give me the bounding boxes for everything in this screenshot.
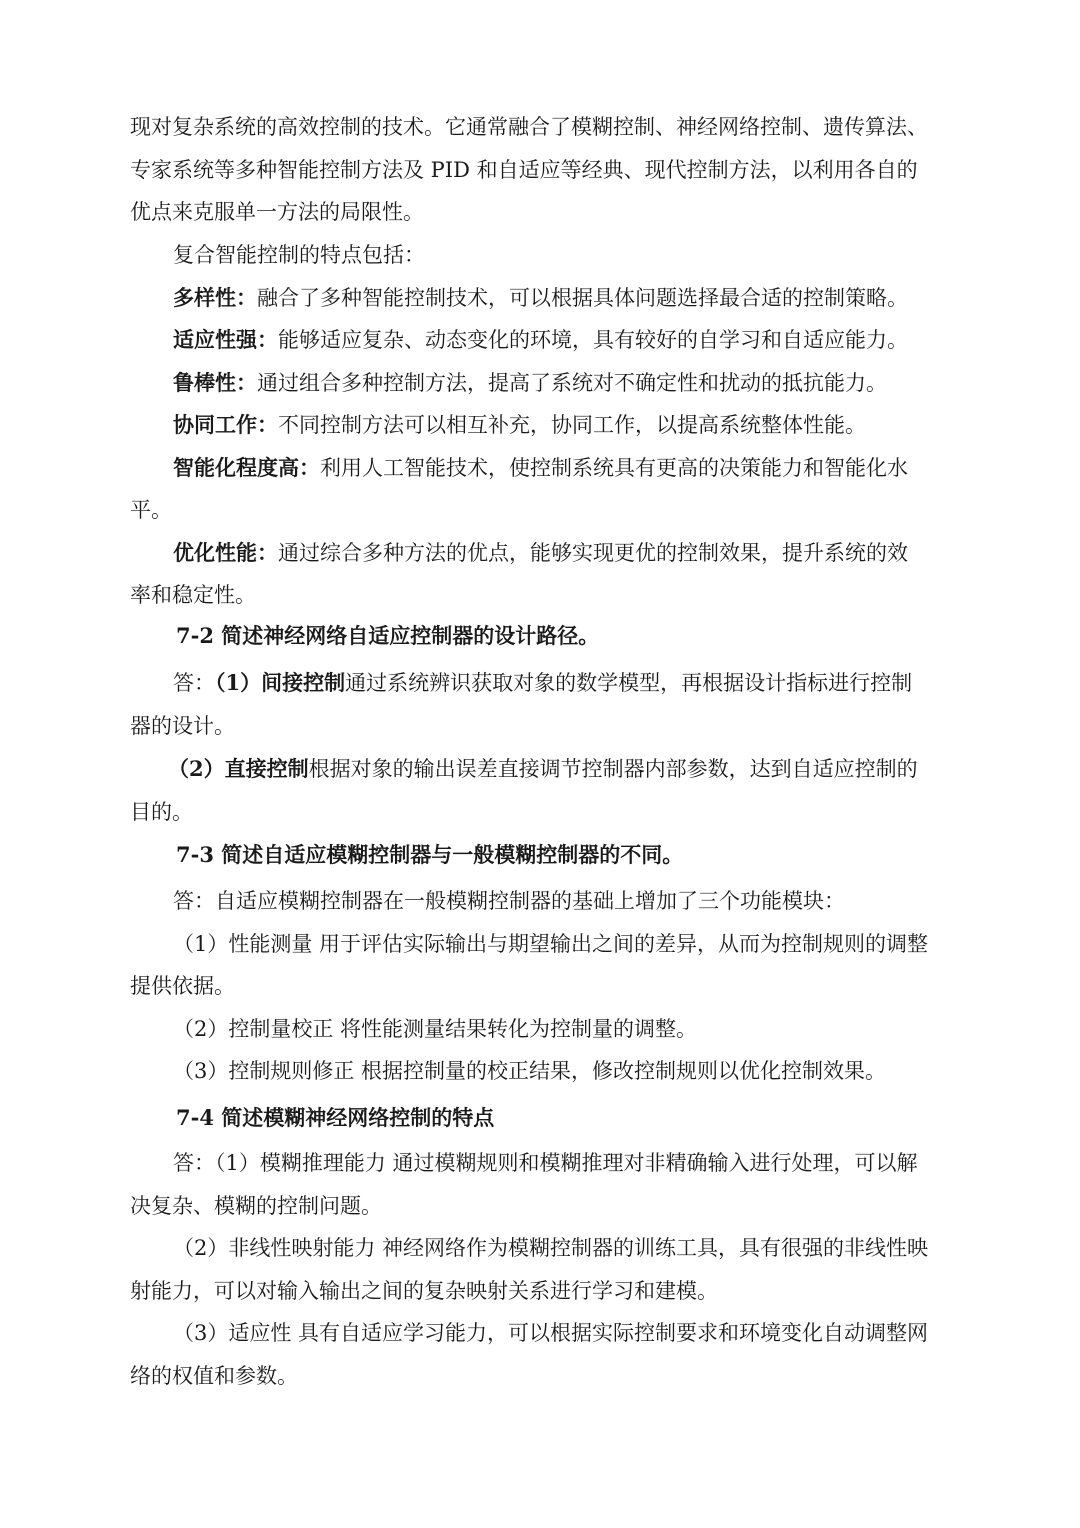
feature-item	[130, 404, 952, 447]
feature-term: 智能化程度高：	[173, 454, 320, 480]
feature-term: 协同工作：	[173, 412, 278, 437]
q72-answer-2	[130, 748, 952, 833]
q72-answer	[130, 662, 952, 747]
feature-desc: 通过组合多种控制方法，提高了系统对不确定性和扰动的抵抗能力。	[257, 370, 887, 395]
q74-item-cont: 射能力，可以对输入输出之间的复杂映射关系进行学习和建模。	[130, 1278, 718, 1303]
text-line: 专家系统等多种智能控制方法及 PID 和自适应等经典、现代控制方法，以利用各自的	[130, 157, 918, 182]
q74-item-cont: 决复杂、模糊的控制问题。	[130, 1193, 382, 1218]
feature-item	[130, 277, 952, 320]
intro-paragraph	[130, 106, 952, 234]
q72-answer-1-cont: 器的设计。	[130, 713, 235, 738]
q74-answer	[130, 1142, 952, 1397]
feature-item	[130, 319, 952, 362]
feature-item	[130, 532, 952, 575]
q73-item: （1）性能测量 用于评估实际输出与期望输出之间的差异，从而为控制规则的调整	[173, 931, 929, 956]
item-desc: 通过系统辨识获取对象的数学模型，再根据设计指标进行控制	[345, 671, 913, 695]
item-number: （1）	[215, 670, 262, 695]
features-intro: 复合智能控制的特点包括：	[173, 243, 425, 267]
q72-answer-2-cont: 目的。	[130, 799, 193, 824]
q73-item: （3）控制规则修正 根据控制量的校正结果，修改控制规则以优化控制效果。	[173, 1059, 887, 1083]
q74-item-cont: 络的权值和参数。	[130, 1363, 298, 1388]
feature-term: 多样性：	[173, 284, 257, 310]
text-line: 优点来克服单一方法的局限性。	[130, 200, 424, 224]
q74-item: （2）非线性映射能力 神经网络作为模糊控制器的训练工具，具有很强的非线性映	[173, 1236, 929, 1260]
text-line: 现对复杂系统的高效控制的技术。它通常融合了模糊控制、神经网络控制、遗传算法、	[130, 115, 928, 139]
feature-term: 鲁棒性：	[173, 369, 257, 395]
feature-desc-cont: 平。	[130, 498, 172, 522]
feature-desc: 能够适应复杂、动态变化的环境，具有较好的自学习和自适应能力。	[278, 328, 908, 352]
feature-desc: 通过综合多种方法的优点，能够实现更优的控制效果，提升系统的效	[278, 540, 908, 565]
answer-prefix: 答：	[173, 671, 215, 695]
q73-answer	[130, 880, 952, 1093]
q72-section	[130, 615, 952, 658]
feature-desc-cont: 率和稳定性。	[130, 583, 256, 607]
q72-answer-2-line	[130, 748, 952, 791]
feature-desc: 不同控制方法可以相互补充，协同工作，以提高系统整体性能。	[278, 413, 866, 437]
q73-section	[130, 834, 952, 877]
q72-answer-1	[130, 662, 952, 705]
item-term: 直接控制	[224, 756, 309, 781]
feature-term: 优化性能：	[173, 539, 278, 565]
q73-item-cont: 提供依据。	[130, 974, 235, 998]
q73-intro: 答：自适应模糊控制器在一般模糊控制器的基础上增加了三个功能模块：	[173, 889, 845, 913]
feature-desc: 融合了多种智能控制技术，可以根据具体问题选择最合适的控制策略。	[257, 285, 908, 310]
q74-section	[130, 1097, 952, 1140]
feature-item	[130, 447, 952, 490]
q73-item: （2）控制量校正 将性能测量结果转化为控制量的调整。	[173, 1016, 698, 1041]
q72-heading: 7-2 简述神经网络自适应控制器的设计路径。	[176, 623, 600, 648]
item-desc: 根据对象的输出误差直接调节控制器内部参数，达到自适应控制的	[308, 757, 918, 781]
item-term: 间接控制	[261, 670, 346, 695]
q74-heading: 7-4 简述模糊神经网络控制的特点	[176, 1105, 495, 1130]
item-number: （2）	[168, 756, 225, 781]
feature-item	[130, 362, 952, 405]
feature-term: 适应性强：	[173, 327, 278, 352]
q73-heading: 7-3 简述自适应模糊控制器与一般模糊控制器的不同。	[176, 842, 684, 867]
features-list	[130, 234, 952, 617]
q74-item: 答：（1）模糊推理能力 通过模糊规则和模糊推理对非精确输入进行处理，可以解	[173, 1151, 918, 1175]
feature-desc: 利用人工智能技术，使控制系统具有更高的决策能力和智能化水	[320, 455, 908, 480]
q74-item: （3）适应性 具有自适应学习能力，可以根据实际控制要求和环境变化自动调整网	[173, 1321, 929, 1345]
